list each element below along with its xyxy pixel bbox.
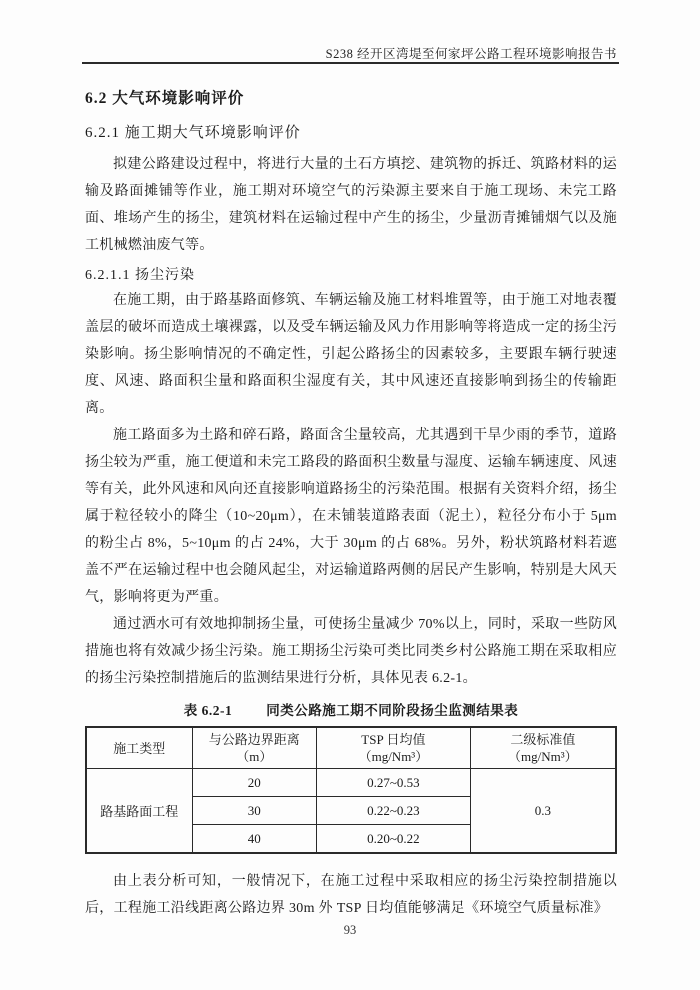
dust-monitoring-table [85,726,617,854]
cell-tsp-40: 0.20~0.22 [317,825,471,854]
table-caption-label: 表 6.2-1 [183,703,233,718]
table-caption [85,699,617,719]
paragraph-dust-causes: 在施工期，由于路基路面修筑、车辆运输及施工材料堆置等，由于施工对地表覆盖层的破坏而造成土壤裸露，以及受车辆运输及风力作用影响等将造成一定的扬尘污染影响。扬尘影响情况的不确定性，引起公路扬尘的因素较多，主要跟车辆行驶速度、风速、路面积尘量和路面积尘湿度有关，其中风速还直接影响到扬尘的传输距离。 [85,293,617,416]
section-heading-6-2-1-1: 6.2.1.1 扬尘污染 [85,268,195,283]
paragraph-road-surface-dust: 施工路面多为土路和碎石路，路面含尘量较高，尤其遇到干旱少雨的季节，道路扬尘较为严重，施工便道和未完工路段的路面积尘数量与湿度、运输车辆速度、风速等有关，此外风速和风向还直接影响道路扬尘的污染范围。根据有关资料介绍，扬尘属于粒径较小的降尘（10~20μm），在未铺装道路表面（泥土），粒径分布小于 5μm 的粉尘占 8%，5~10μm 的占 24%，大于 30μm 的占 68%。另外，粉状筑路材料若遮盖不严在运输过程中也会随风起尘，对运输道路两侧的居民产生影响，特别是大风天气，影响将更为严重。 [85,428,617,605]
paragraph-watering-mitigation: 通过洒水可有效地抑制扬尘量，可使扬尘量减少 70%以上，同时，采取一些防风措施也将有效减少扬尘污染。施工期扬尘污染可类比同类乡村公路施工期在采取相应的扬尘污染控制措施后的监测结果进行分析，具体见表 6.2-1。 [85,617,617,686]
section-heading-6-2: 6.2 大气环境影响评价 [85,90,245,107]
cell-distance-30: 30 [192,797,317,825]
table-row [86,769,616,797]
paragraph-construction-overview: 拟建公路建设过程中，将进行大量的土石方填挖、建筑物的拆迁、筑路材料的运输及路面摊铺等作业，施工期对环境空气的污染源主要来自于施工现场、未完工路面、堆场产生的扬尘，建筑材料在运输过程中产生的扬尘，少量沥青摊铺烟气以及施工机械燃油废气等。 [85,157,617,253]
cell-standard-value: 0.3 [470,769,616,854]
col-header-construction-type: 施工类型 [86,727,192,769]
col-header-tsp-daily-mean: TSP 日均值 （mg/Nm³） [317,727,471,769]
table-caption-title: 同类公路施工期不同阶段扬尘监测结果表 [266,703,519,718]
document-body [85,82,617,922]
cell-distance-20: 20 [192,769,317,797]
cell-tsp-30: 0.22~0.23 [317,797,471,825]
table-header-row [86,727,616,769]
section-heading-6-2-1: 6.2.1 施工期大气环境影响评价 [85,125,301,141]
page-number: 93 [343,923,357,937]
cell-construction-type: 路基路面工程 [86,769,192,854]
paragraph-conclusion: 由上表分析可知，一般情况下，在施工过程中采取相应的扬尘污染控制措施以后，工程施工沿线距离公路边界 30m 外 TSP 日均值能够满足《环境空气质量标准》 [85,874,617,916]
running-header: S238 经开区湾堤至何家坪公路工程环境影响报告书 [325,47,617,61]
cell-distance-40: 40 [192,825,317,854]
cell-tsp-20: 0.27~0.53 [317,769,471,797]
col-header-class2-standard: 二级标准值 （mg/Nm³） [470,727,616,769]
header-divider [82,62,619,64]
col-header-boundary-distance: 与公路边界距离 （m） [192,727,317,769]
